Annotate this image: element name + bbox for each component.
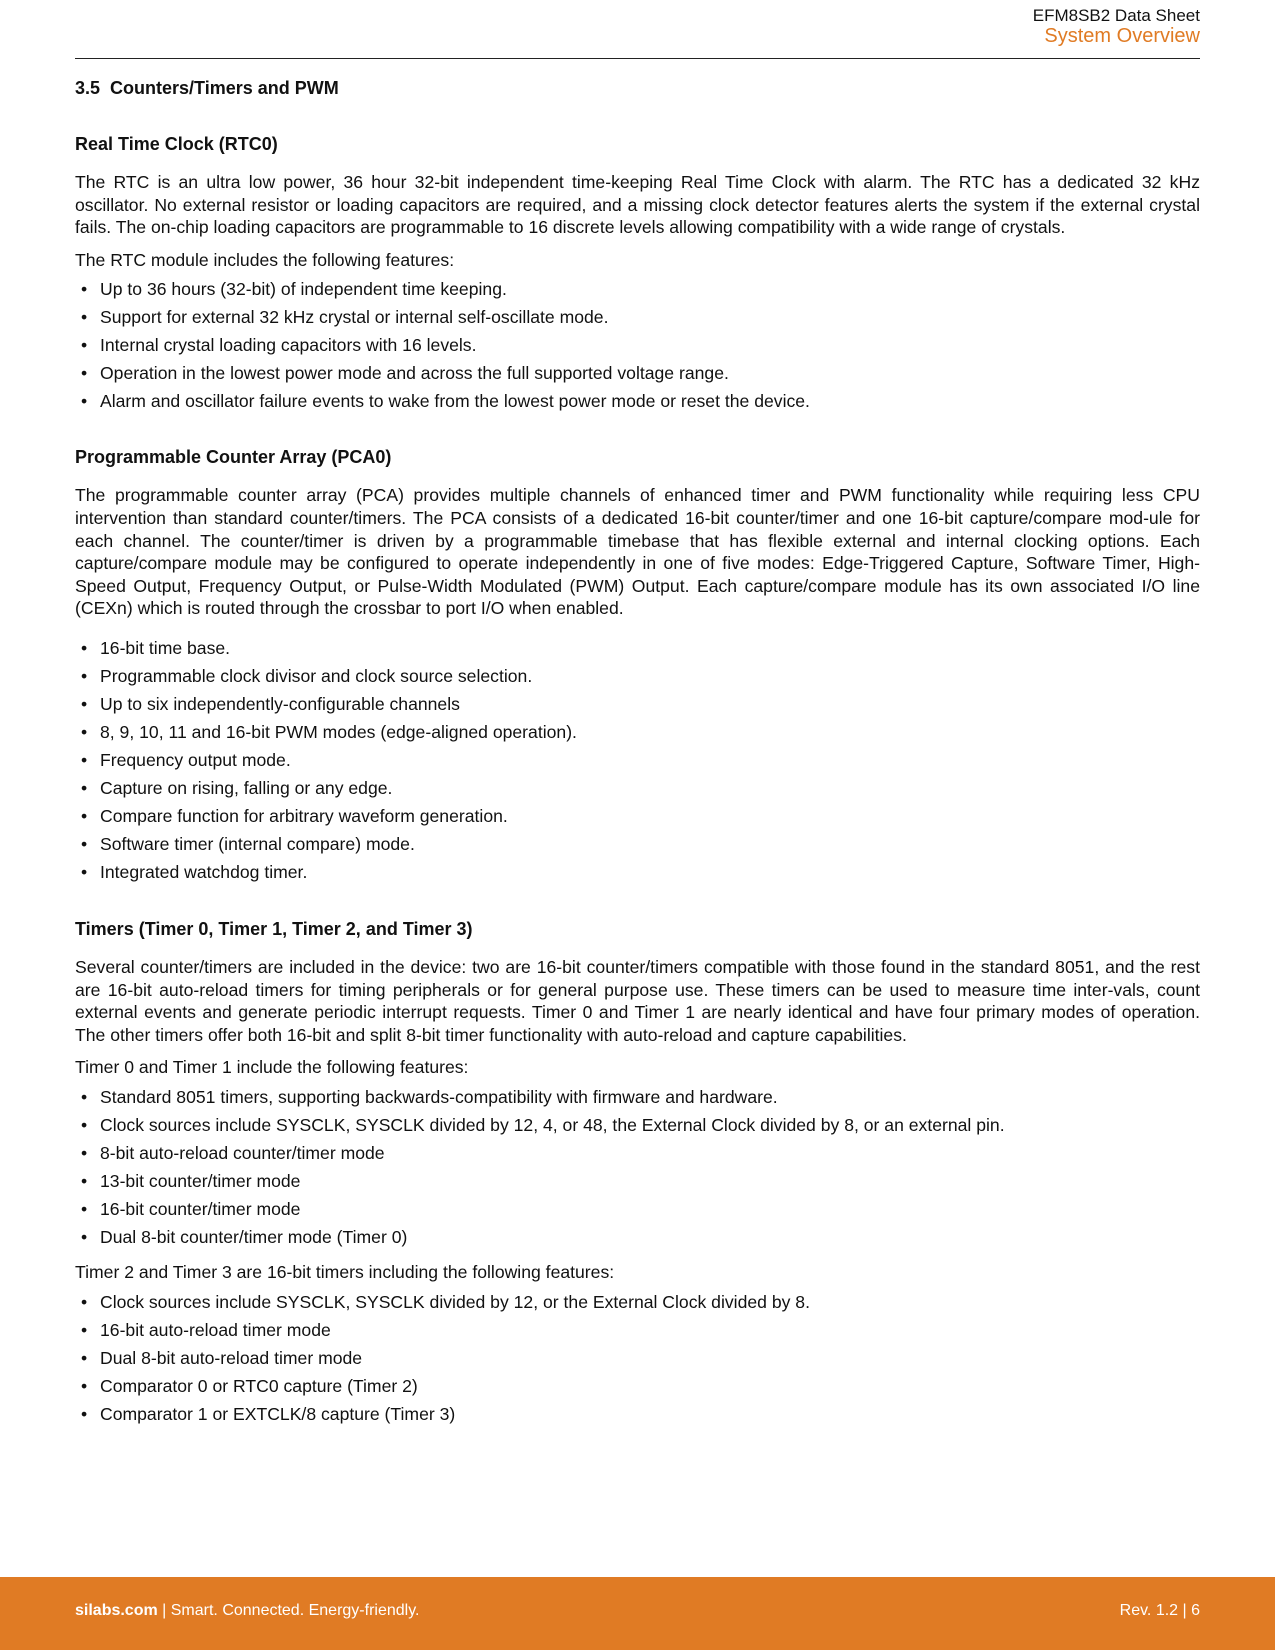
list-item-text: Standard 8051 timers, supporting backwards-compatibility with firmware and hardware. bbox=[100, 1086, 778, 1107]
bullet-icon: • bbox=[81, 665, 88, 686]
list-item-text: Operation in the lowest power mode and across the full supported voltage range. bbox=[100, 363, 729, 384]
bullet-icon: • bbox=[81, 391, 88, 412]
bullet-icon: • bbox=[81, 833, 88, 854]
list-item bbox=[75, 275, 1200, 303]
list-item-text: 8, 9, 10, 11 and 16-bit PWM modes (edge-aligned operation). bbox=[100, 721, 577, 742]
section-title: Counters/Timers and PWM bbox=[110, 78, 339, 98]
list-item bbox=[75, 1344, 1200, 1372]
list-item-text: Integrated watchdog timer. bbox=[100, 861, 308, 882]
bullet-icon: • bbox=[81, 1375, 88, 1396]
bullet-icon: • bbox=[81, 363, 88, 384]
list-item-text: Software timer (internal compare) mode. bbox=[100, 833, 415, 854]
list-item bbox=[75, 1139, 1200, 1167]
list-item bbox=[75, 1083, 1200, 1111]
pca-heading: Programmable Counter Array (PCA0) bbox=[75, 447, 392, 468]
footer-left bbox=[75, 1602, 419, 1620]
list-item-text: Comparator 1 or EXTCLK/8 capture (Timer 3) bbox=[100, 1403, 456, 1424]
list-item bbox=[75, 746, 1200, 774]
list-item-text: Up to six independently-configurable channels bbox=[100, 693, 460, 714]
list-item-text: 8-bit auto-reload counter/timer mode bbox=[100, 1142, 385, 1163]
bullet-icon: • bbox=[81, 1347, 88, 1368]
list-item-text: 16-bit auto-reload timer mode bbox=[100, 1319, 331, 1340]
rtc-features-intro: The RTC module includes the following features: bbox=[75, 249, 455, 270]
list-item bbox=[75, 634, 1200, 662]
list-item-text: Capture on rising, falling or any edge. bbox=[100, 777, 393, 798]
list-item-text: 13-bit counter/timer mode bbox=[100, 1170, 301, 1191]
list-item-text: Dual 8-bit auto-reload timer mode bbox=[100, 1347, 363, 1368]
page-content bbox=[75, 70, 1200, 1428]
list-item bbox=[75, 1400, 1200, 1428]
list-item-text: 16-bit time base. bbox=[100, 637, 231, 658]
bullet-icon: • bbox=[81, 777, 88, 798]
list-item bbox=[75, 331, 1200, 359]
list-item-text: Clock sources include SYSCLK, SYSCLK divided by 12, 4, or 48, the External Clock divided by 8, or an external pin. bbox=[100, 1114, 1005, 1135]
footer-brand-link[interactable]: silabs.com bbox=[75, 1602, 158, 1619]
bullet-icon: • bbox=[81, 1198, 88, 1219]
bullet-icon: • bbox=[81, 1319, 88, 1340]
timer23-features-intro: Timer 2 and Timer 3 are 16-bit timers including the following features: bbox=[75, 1261, 615, 1282]
list-item-text: Dual 8-bit counter/timer mode (Timer 0) bbox=[100, 1226, 408, 1247]
list-item bbox=[75, 662, 1200, 690]
list-item-text: Alarm and oscillator failure events to wake from the lowest power mode or reset the device. bbox=[100, 391, 810, 412]
page-footer bbox=[0, 1577, 1275, 1650]
list-item bbox=[75, 359, 1200, 387]
bullet-icon: • bbox=[81, 1086, 88, 1107]
bullet-icon: • bbox=[81, 1226, 88, 1247]
list-item bbox=[75, 1223, 1200, 1251]
list-item-text: Up to 36 hours (32-bit) of independent time keeping. bbox=[100, 279, 507, 300]
list-item-text: Frequency output mode. bbox=[100, 749, 291, 770]
bullet-icon: • bbox=[81, 805, 88, 826]
bullet-icon: • bbox=[81, 1170, 88, 1191]
list-item bbox=[75, 858, 1200, 886]
list-item bbox=[75, 387, 1200, 415]
list-item bbox=[75, 830, 1200, 858]
list-item-text: Clock sources include SYSCLK, SYSCLK divided by 12, or the External Clock divided by 8. bbox=[100, 1291, 810, 1312]
list-item bbox=[75, 1288, 1200, 1316]
list-item-text: Internal crystal loading capacitors with 16 levels. bbox=[100, 335, 477, 356]
pca-paragraph: The programmable counter array (PCA) provides multiple channels of enhanced timer and PWM functionality while requiring less CPU intervention than standard counter/timers. The PCA consists of a dedicated 16-bit counter/timer and one 16-bit capture/compare mod-ule for each channel. The counter/timer is driven by a programmable timebase that has flexible external and internal clocking options. Each capture/compare module may be configured to operate independently in one of five modes: Edge-Triggered Capture, Software Timer, High-Speed Output, Frequency Output, or Pulse-Width Modulated (PWM) Output. Each capture/compare module has its own associated I/O line (CEXn) which is routed through the crossbar to port I/O when enabled. bbox=[75, 485, 1200, 619]
list-item bbox=[75, 802, 1200, 830]
bullet-icon: • bbox=[81, 307, 88, 328]
timers-heading: Timers (Timer 0, Timer 1, Timer 2, and Timer 3) bbox=[75, 918, 473, 939]
list-item-text: Programmable clock divisor and clock source selection. bbox=[100, 665, 533, 686]
bullet-icon: • bbox=[81, 279, 88, 300]
list-item bbox=[75, 1195, 1200, 1223]
rtc-feature-list bbox=[75, 275, 1200, 415]
timer01-features-intro: Timer 0 and Timer 1 include the following features: bbox=[75, 1057, 469, 1078]
bullet-icon: • bbox=[81, 861, 88, 882]
list-item bbox=[75, 1316, 1200, 1344]
list-item bbox=[75, 690, 1200, 718]
list-item-text: 16-bit counter/timer mode bbox=[100, 1198, 301, 1219]
list-item bbox=[75, 1372, 1200, 1400]
section-number: 3.5 bbox=[75, 78, 101, 98]
list-item bbox=[75, 1111, 1200, 1139]
bullet-icon: • bbox=[81, 721, 88, 742]
bullet-icon: • bbox=[81, 637, 88, 658]
timers-paragraph: Several counter/timers are included in the device: two are 16-bit counter/timers compatible with those found in the standard 8051, and the rest are 16-bit auto-reload timers for timing peripherals or for general purpose use. These timers can be used to measure time inter-vals, count external events and generate periodic interrupt requests. Timer 0 and Timer 1 are nearly identical and have four primary modes of operation. The other timers offer both 16-bit and split 8-bit timer functionality with auto-reload and capture capabilities. bbox=[75, 956, 1200, 1045]
bullet-icon: • bbox=[81, 1142, 88, 1163]
rtc-heading: Real Time Clock (RTC0) bbox=[75, 134, 278, 154]
footer-revision: Rev. 1.2 | 6 bbox=[1119, 1602, 1200, 1619]
list-item bbox=[75, 774, 1200, 802]
list-item-text: Comparator 0 or RTC0 capture (Timer 2) bbox=[100, 1375, 418, 1396]
bullet-icon: • bbox=[81, 335, 88, 356]
bullet-icon: • bbox=[81, 1114, 88, 1135]
list-item bbox=[75, 718, 1200, 746]
page-header bbox=[75, 0, 1200, 59]
list-item bbox=[75, 303, 1200, 331]
list-item-text: Support for external 32 kHz crystal or internal self-oscillate mode. bbox=[100, 307, 609, 328]
footer-tagline: | Smart. Connected. Energy-friendly. bbox=[157, 1602, 420, 1619]
timer01-feature-list bbox=[75, 1083, 1200, 1251]
list-item bbox=[75, 1167, 1200, 1195]
section-heading bbox=[75, 74, 1200, 102]
document-title: EFM8SB2 Data Sheet bbox=[1032, 6, 1200, 25]
list-item-text: Compare function for arbitrary waveform generation. bbox=[100, 805, 508, 826]
header-section-title: System Overview bbox=[1044, 25, 1200, 47]
timer23-feature-list bbox=[75, 1288, 1200, 1428]
bullet-icon: • bbox=[81, 1403, 88, 1424]
bullet-icon: • bbox=[81, 749, 88, 770]
bullet-icon: • bbox=[81, 693, 88, 714]
bullet-icon: • bbox=[81, 1291, 88, 1312]
rtc-paragraph: The RTC is an ultra low power, 36 hour 32-bit independent time-keeping Real Time Clock with alarm. The RTC has a dedicated 32 kHz oscillator. No external resistor or loading capacitors are required, and a missing clock detector features alerts the system if the external crystal fails. The on-chip loading capacitors are programmable to 16 discrete levels allowing compatibility with a wide range of crystals. bbox=[75, 172, 1200, 238]
pca-feature-list bbox=[75, 634, 1200, 886]
